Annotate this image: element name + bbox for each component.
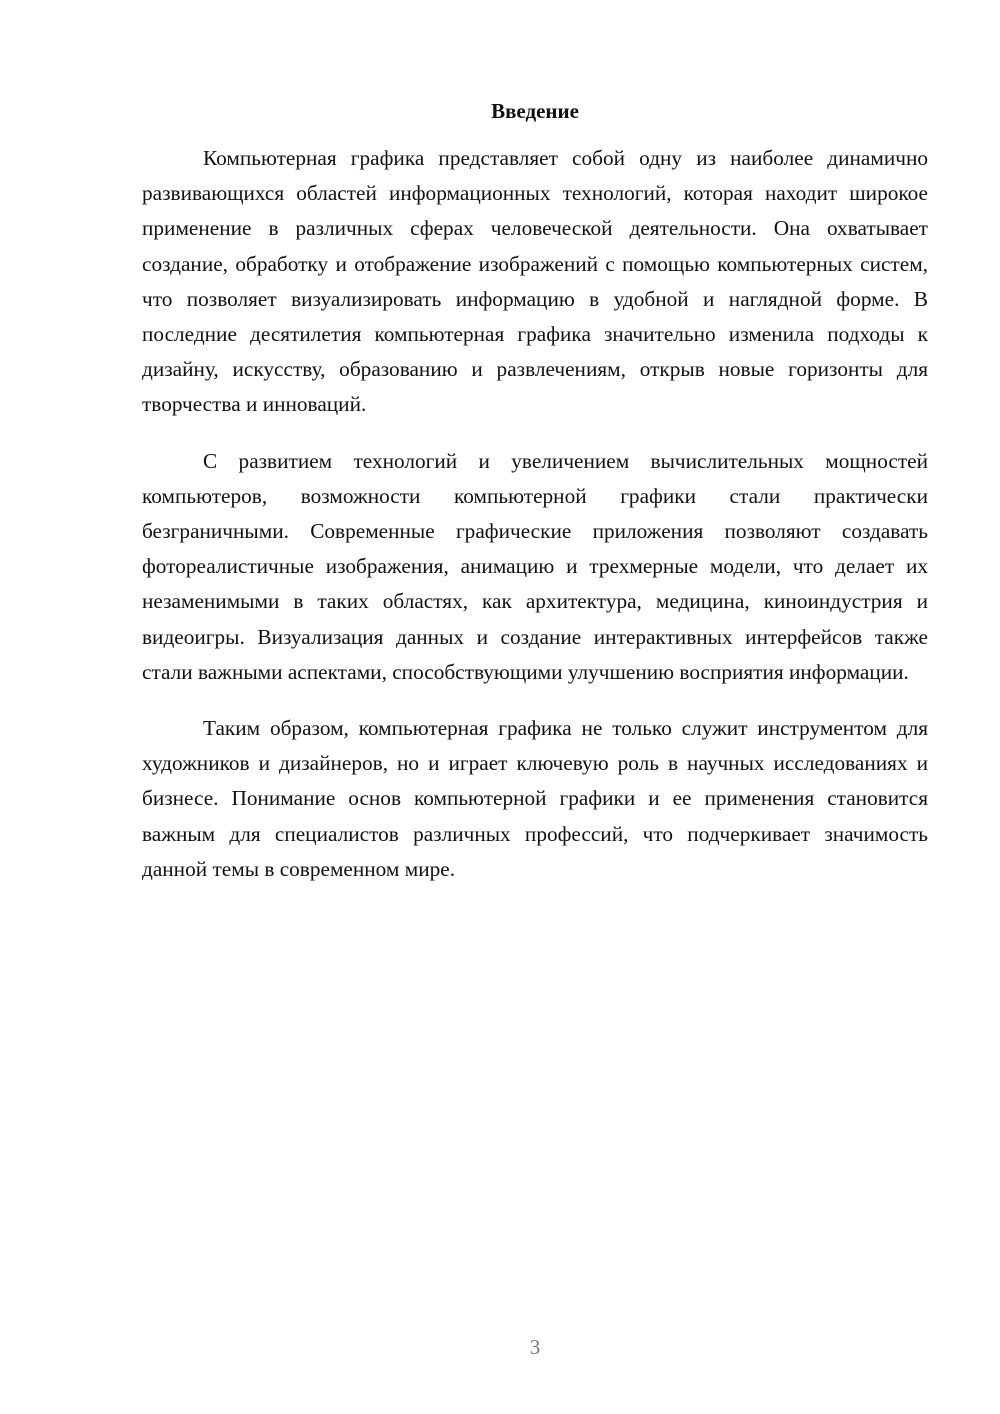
paragraph-1: Компьютерная графика представляет собой одну из наиболее динамично развивающихся областей информационных технологий, которая находит широкое применение в различных сферах человеческой деятельности. Она охватывает создание, обработку и отображение изображений с помощью компьютерных систем, что позволяет визуализировать информацию в удобной и наглядной форме. В последние десятилетия компьютерная графика значительно изменила подходы к дизайну, искусству, образованию и развлечениям, открыв новые горизонты для творчества и инноваций. <box>142 146 928 417</box>
page-title: Введение <box>491 99 579 123</box>
paragraph-3: Таким образом, компьютерная графика не только служит инструментом для художников и дизайнеров, но и играет ключевую роль в научных исследованиях и бизнесе. Понимание основ компьютерной графики и ее применения становится важным для специалистов различных профессий, что подчеркивает значимость данной темы в современном мире. <box>142 716 928 881</box>
body-text <box>142 141 928 908</box>
paragraph-2: С развитием технологий и увеличением вычислительных мощностей компьютеров, возможности компьютерной графики стали практически безграничными. Современные графические приложения позволяют создавать фотореалистичные изображения, анимацию и трехмерные модели, что делает их незаменимыми в таких областях, как архитектура, медицина, киноиндустрия и видеоигры. Визуализация данных и создание интерактивных интерфейсов также стали важными аспектами, способствующими улучшению восприятия информации. <box>142 448 928 684</box>
page-number: 3 <box>529 1335 541 1359</box>
